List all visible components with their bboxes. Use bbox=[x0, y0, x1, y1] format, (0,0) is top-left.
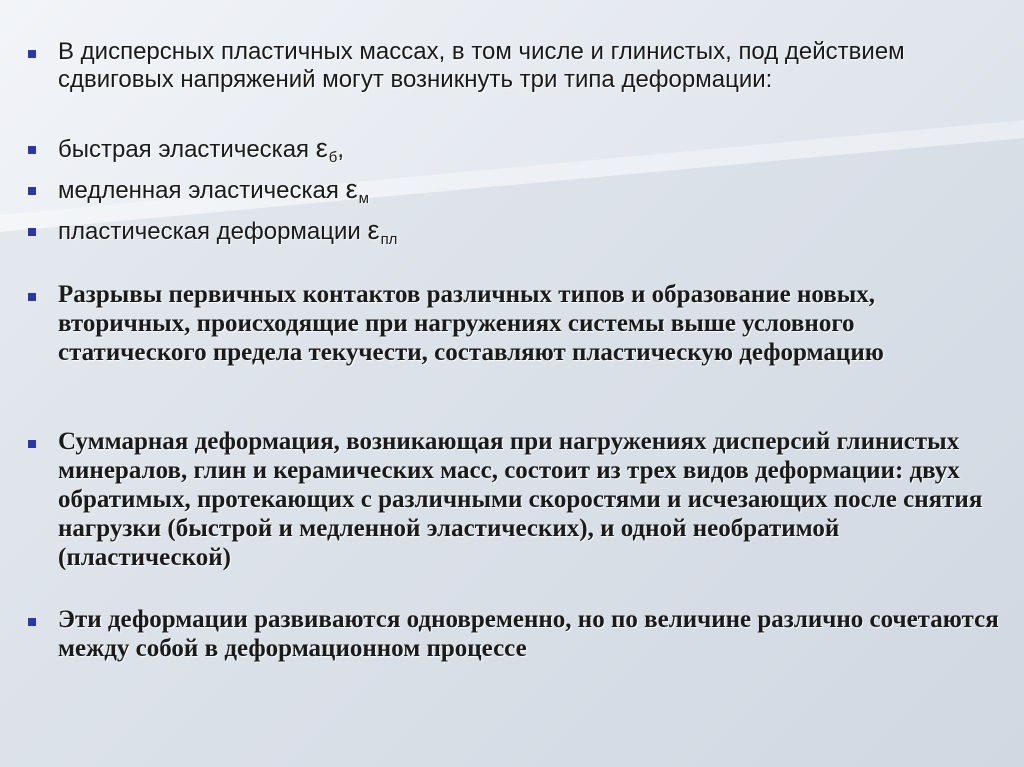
deformation-label: медленная эластическая bbox=[58, 177, 339, 204]
bullet-text bbox=[58, 175, 369, 213]
bullet-marker bbox=[28, 187, 36, 195]
bullet-marker bbox=[28, 146, 36, 154]
epsilon-symbol: ε bbox=[367, 215, 380, 245]
bullet-marker bbox=[28, 440, 36, 448]
bullet-rupture bbox=[28, 280, 1003, 367]
bullet-text: Разрывы первичных контактов различных типов и образование новых, вторичных, происходящие при нагружениях системы выше условного статического предела текучести, составляют пластическую деформацию bbox=[58, 281, 884, 366]
suffix: , bbox=[337, 136, 345, 163]
bullet-marker bbox=[28, 618, 36, 626]
bullet-slow-elastic bbox=[28, 175, 1003, 213]
bullet-simultaneous bbox=[28, 605, 1003, 663]
bullet-marker bbox=[28, 50, 36, 58]
bullet-marker bbox=[28, 293, 36, 301]
bullet-intro bbox=[28, 38, 1003, 94]
bullet-text: В дисперсных пластичных массах, в том числе и глинистых, под действием сдвиговых напряжений могут возникнуть три типа деформации: bbox=[58, 38, 905, 93]
bullet-total bbox=[28, 427, 1003, 572]
epsilon-symbol: ε bbox=[345, 174, 358, 204]
epsilon-symbol: ε bbox=[315, 133, 328, 163]
epsilon-subscript: м bbox=[358, 190, 369, 207]
bullet-text bbox=[58, 134, 344, 172]
epsilon-subscript: пл bbox=[380, 231, 398, 248]
epsilon-subscript: б bbox=[328, 149, 338, 166]
deformation-label: быстрая эластическая bbox=[58, 136, 310, 163]
bullet-fast-elastic bbox=[28, 134, 1003, 172]
bullet-text: Эти деформации развиваются одновременно, но по величине различно сочетаются между собой в деформационном процессе bbox=[58, 606, 999, 662]
bullet-text: Суммарная деформация, возникающая при нагружениях дисперсий глинистых минералов, глин и керамических масс, состоит из трех видов деформации: двух обратимых, протекающих с различными скоростями и исчезающих после снятия нагрузки (быстрой и медленной эластических), и одной необратимой (пластической) bbox=[58, 428, 983, 571]
bullet-marker bbox=[28, 228, 36, 236]
bullet-text bbox=[58, 216, 397, 254]
deformation-label: пластическая деформации bbox=[58, 218, 361, 245]
bullet-plastic bbox=[28, 216, 1003, 254]
